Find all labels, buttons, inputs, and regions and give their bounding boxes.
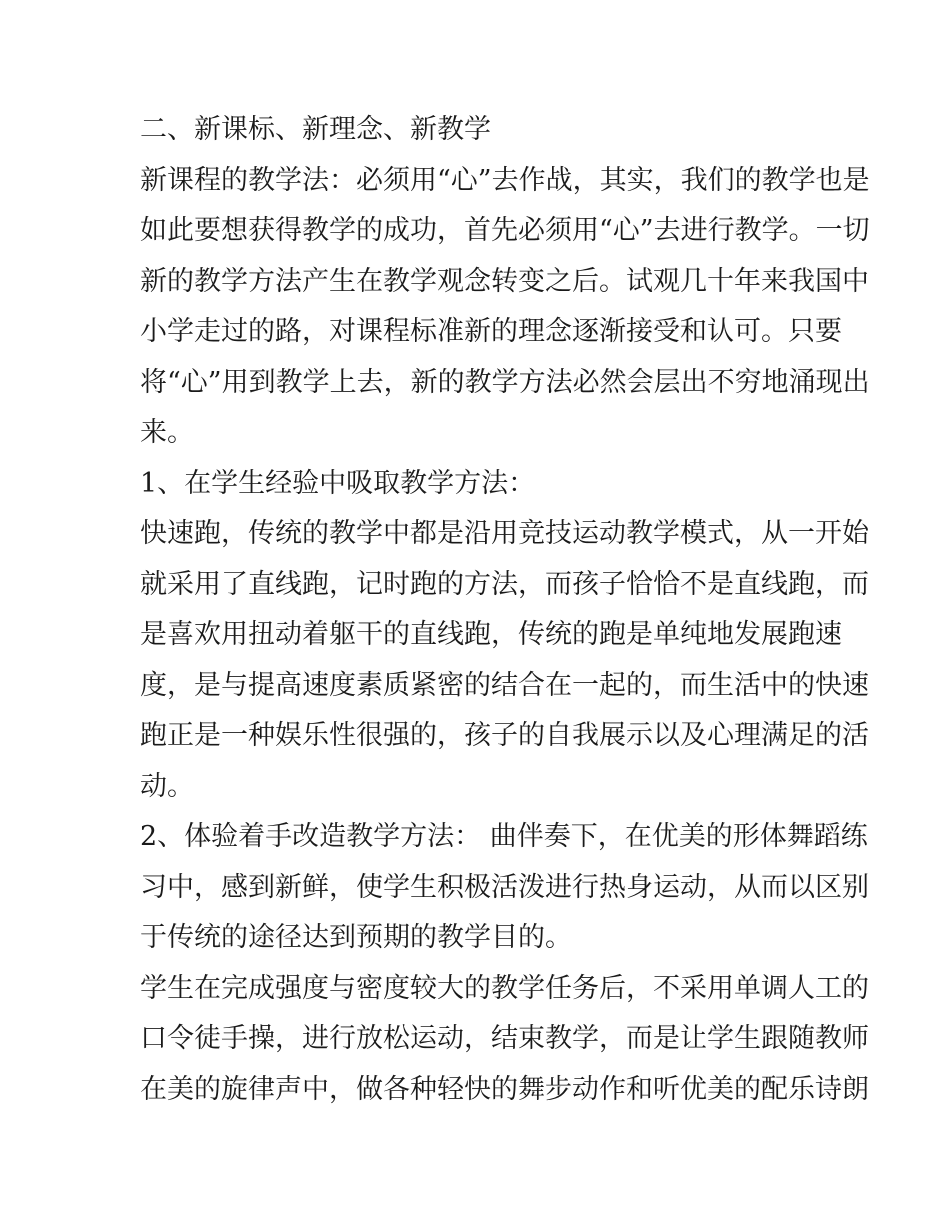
paragraph-line: 是喜欢用扭动着躯干的直线跑，传统的跑是单纯地发展跑速 <box>140 619 842 650</box>
paragraph-line: 度，是与提高速度素质紧密的结合在一起的，而生活中的快速 <box>140 669 869 701</box>
paragraph-line: 跑正是一种娱乐性很强的，孩子的自我展示以及心理满足的活 <box>140 720 869 751</box>
document-page <box>140 105 870 1115</box>
section-heading: 二、新课标、新理念、新教学 <box>140 114 491 145</box>
paragraph-line: 就采用了直线跑，记时跑的方法，而孩子恰恰不是直线跑，而 <box>140 568 869 600</box>
paragraph-line: 口令徒手操，进行放松运动，结束教学，而是让学生跟随教师 <box>140 1023 869 1054</box>
paragraph-line: 小学走过的路，对课程标准新的理念逐渐接受和认可。只要 <box>140 316 842 347</box>
paragraph-line: 学生在完成强度与密度较大的教学任务后，不采用单调人工的 <box>140 972 869 1004</box>
paragraph-line: 习中，感到新鲜，使学生积极活泼进行热身运动，从而以区别 <box>140 871 869 903</box>
paragraph-line: 新课程的教学法：必须用“心”去作战，其实，我们的教学也是 <box>140 164 870 196</box>
paragraph-line: 将“心”用到教学上去，新的教学方法必然会层出不穷地涌现出 <box>140 366 870 398</box>
paragraph-line: 如此要想获得教学的成功，首先必须用“心”去进行教学。一切 <box>140 215 870 246</box>
subheading-2: 2、体验着手改造教学方法： 曲伴奏下，在优美的形体舞蹈练 <box>140 821 868 852</box>
paragraph-line: 动。 <box>140 770 194 802</box>
paragraph-line: 来。 <box>140 417 194 448</box>
subheading-1: 1、在学生经验中吸取教学方法： <box>140 467 536 499</box>
paragraph-line: 在美的旋律声中，做各种轻快的舞步动作和听优美的配乐诗朗 <box>140 1073 869 1105</box>
paragraph-line: 快速跑，传统的教学中都是沿用竞技运动教学模式，从一开始 <box>140 518 869 549</box>
paragraph-line: 于传统的途径达到预期的教学目的。 <box>140 922 572 953</box>
paragraph-line: 新的教学方法产生在教学观念转变之后。试观几十年来我国中 <box>140 265 869 297</box>
